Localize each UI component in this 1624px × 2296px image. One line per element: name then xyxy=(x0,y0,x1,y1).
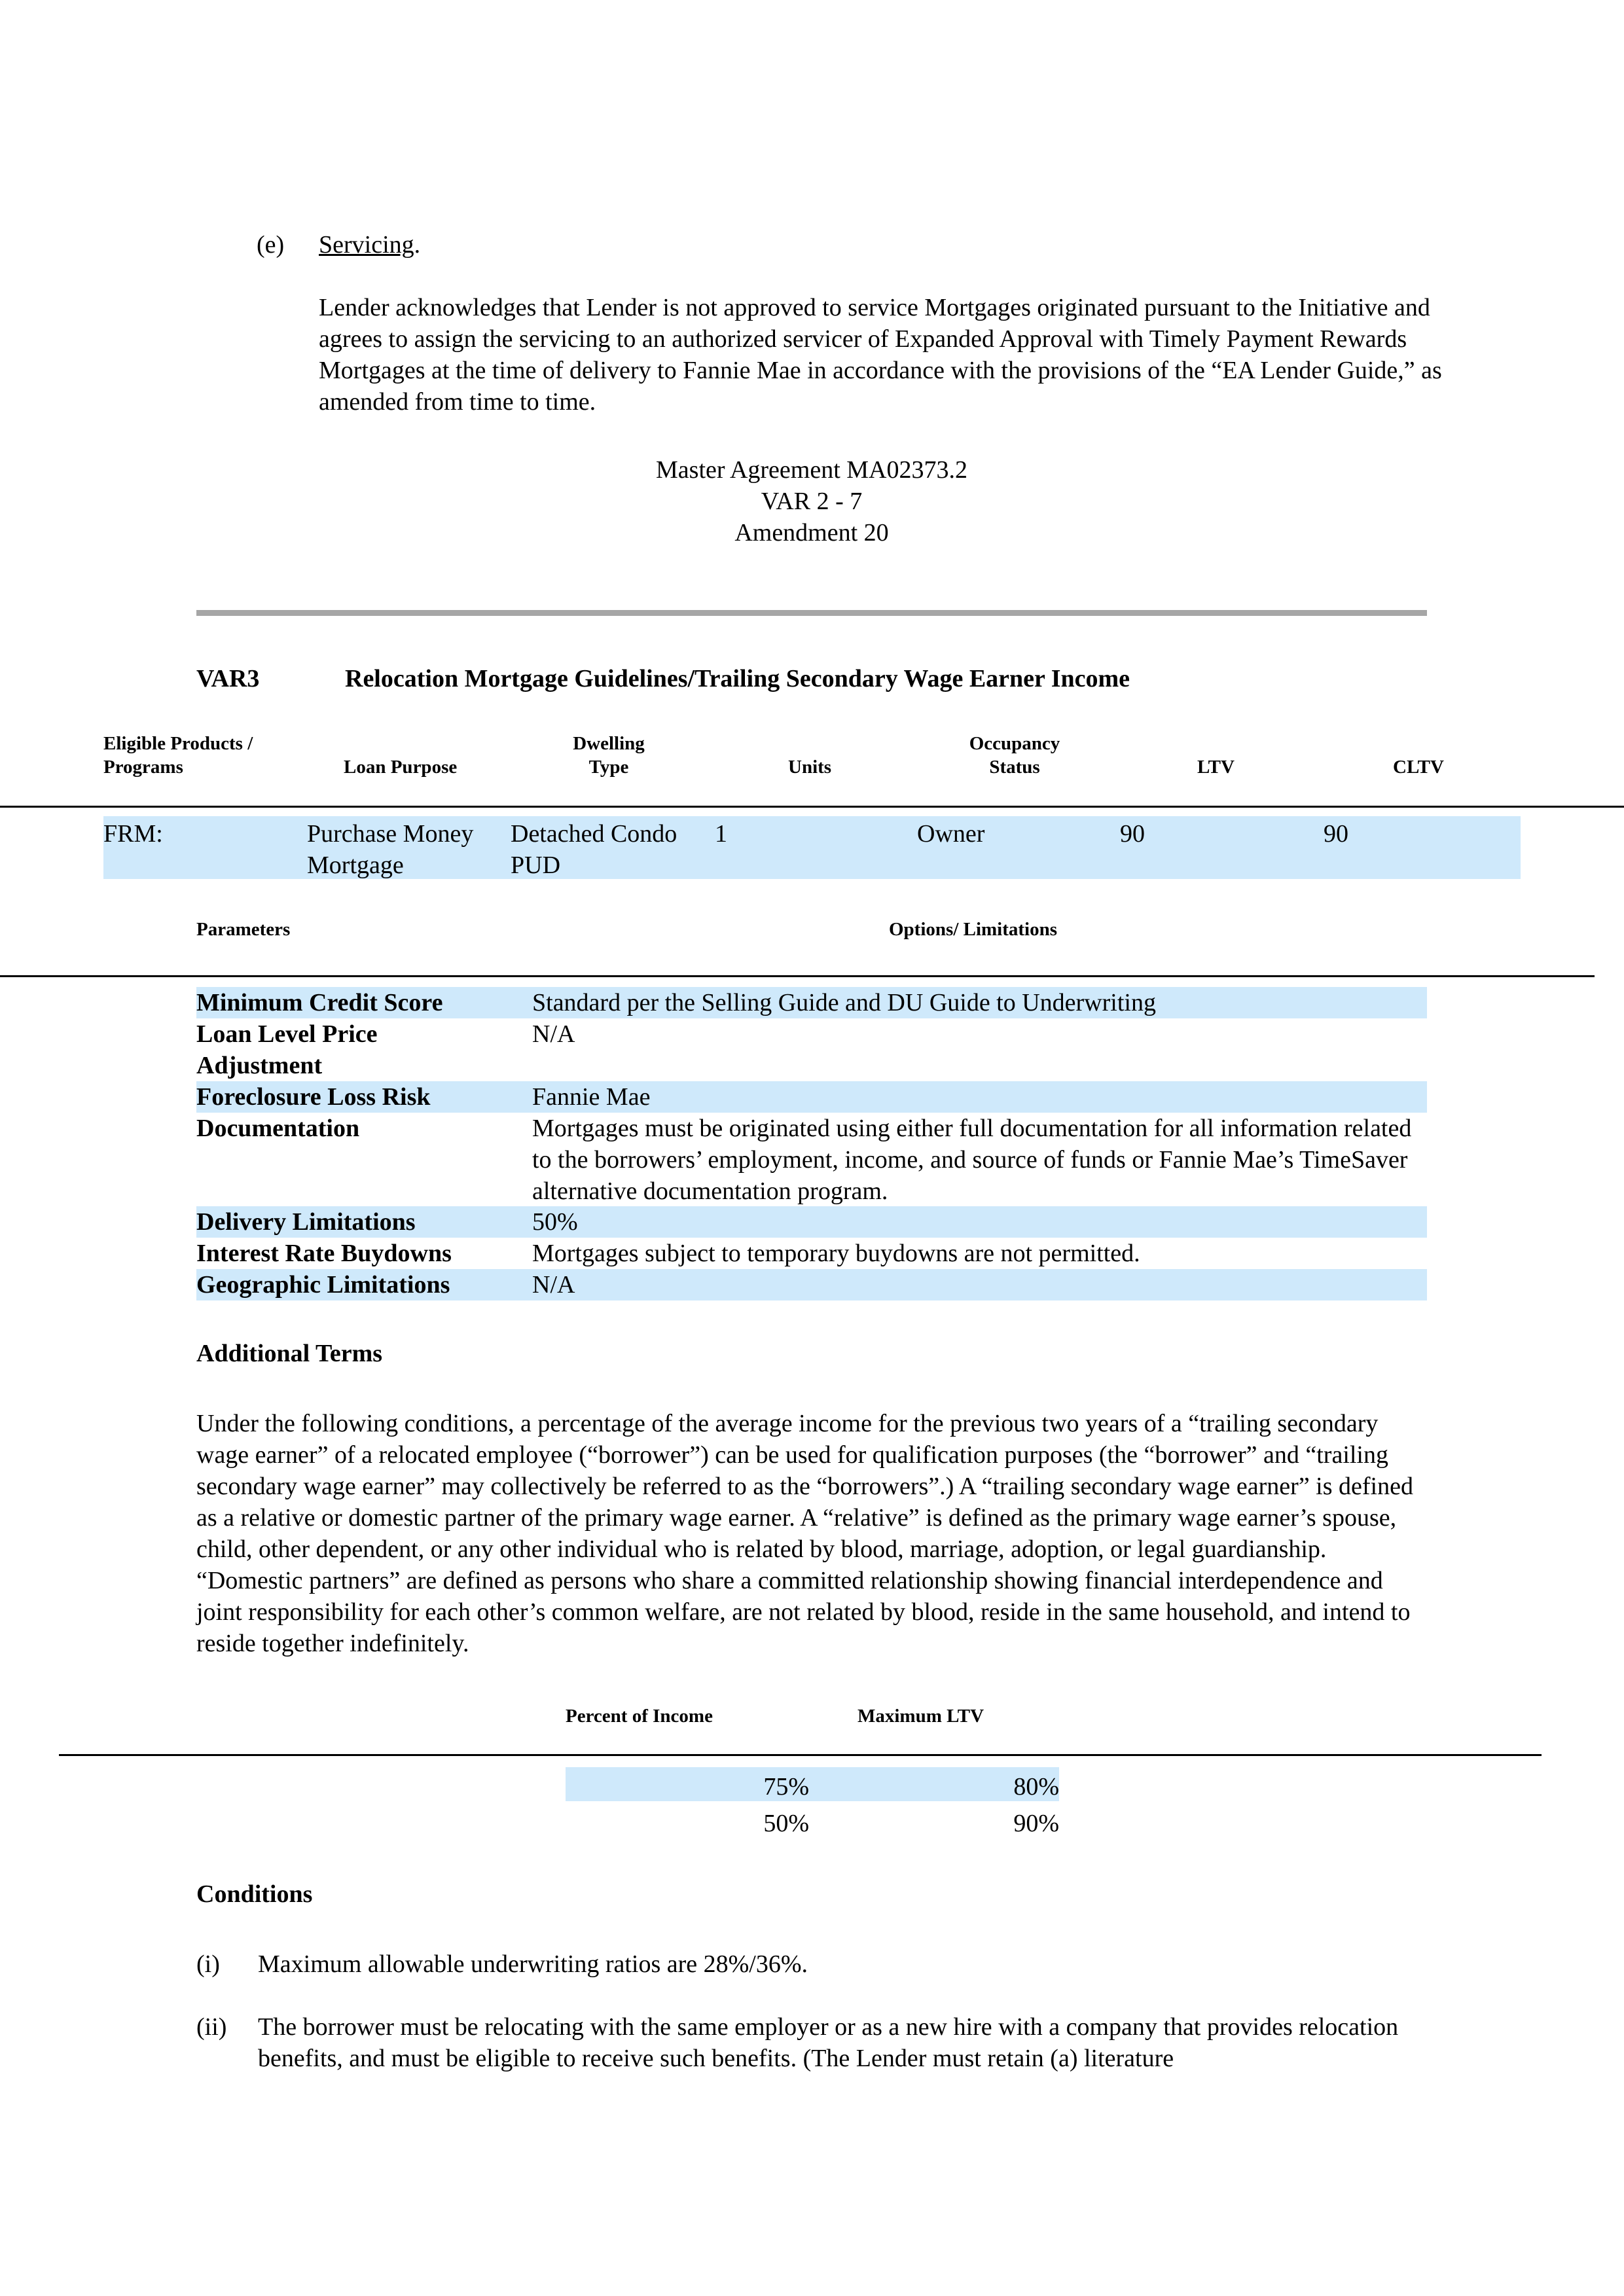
param-value: 50% xyxy=(532,1208,578,1236)
param-label: Geographic Limitations xyxy=(196,1271,450,1299)
param-label: Delivery Limitations xyxy=(196,1208,416,1236)
header-ltv: LTV xyxy=(1197,757,1235,778)
ltv-cell: 90 xyxy=(1120,820,1145,848)
header-products xyxy=(103,732,253,779)
footer-agreement: Master Agreement MA02373.2 xyxy=(656,456,967,484)
occupancy-cell: Owner xyxy=(917,820,985,848)
condition-text: The borrower must be relocating with the same employer or as a new hire with a company that provides relocation benefits, and must be eligible to receive such benefits. (The Lender must retain (a) literature xyxy=(258,2013,1399,2072)
param-value: Standard per the Selling Guide and DU Guide to Underwriting xyxy=(532,989,1156,1016)
income-table-rule xyxy=(59,1754,1542,1756)
param-label: Documentation xyxy=(196,1115,360,1142)
additional-terms-paragraph: Under the following conditions, a percentage of the average income for the previous two years of a “trailing secondary wage earner” of a relocated employee (“borrower”) can be used for qualification purposes (the “borrower” and “trailing secondary wage earner” may collectively be referred to as the “borrowers”.) A “trailing secondary wage earner” is defined as a relative or domestic partner of the primary wage earner. A “relative” is defined as the primary wage earner’s spouse, child, other dependent, or any other individual who is related by blood, marriage, adoption, or legal guardianship. “Domestic partners” are defined as persons who share a committed relationship showing financial interdependence and joint responsibility for each other’s common welfare, are not related by blood, reside in the same household, and intend to reside together indefinitely. xyxy=(196,1410,1413,1657)
param-value: N/A xyxy=(532,1271,575,1299)
section-title-period: . xyxy=(414,231,421,259)
footer-amendment: Amendment 20 xyxy=(734,519,889,547)
condition-marker: (i) xyxy=(196,1950,220,1978)
param-value: Mortgages subject to temporary buydowns are not permitted. xyxy=(532,1240,1140,1267)
footer-var: VAR 2 - 7 xyxy=(761,488,863,515)
param-value: N/A xyxy=(532,1020,575,1048)
income-row-highlight xyxy=(566,1767,1059,1801)
income-ltv-cell: 80% xyxy=(1013,1773,1059,1801)
loan-purpose-line1: Purchase Money xyxy=(307,820,474,848)
section-title xyxy=(319,229,420,260)
var3-code: VAR3 xyxy=(196,665,260,692)
conditions-heading: Conditions xyxy=(196,1880,313,1908)
header-dwelling xyxy=(543,732,674,779)
dwelling-line1: Detached Condo xyxy=(511,820,677,848)
header-options: Options/ Limitations xyxy=(889,919,1058,940)
dwelling-line2: PUD xyxy=(511,852,561,879)
param-label: Foreclosure Loss Risk xyxy=(196,1083,431,1111)
header-loan-purpose: Loan Purpose xyxy=(344,757,458,778)
header-dwelling-line2: Type xyxy=(588,757,629,778)
units-cell: 1 xyxy=(715,820,727,848)
additional-terms-heading: Additional Terms xyxy=(196,1340,383,1367)
income-percent-cell: 50% xyxy=(763,1810,809,1837)
dwelling-cell xyxy=(511,818,677,881)
header-products-line1: Eligible Products / xyxy=(103,733,253,754)
header-products-line2: Programs xyxy=(103,757,183,778)
param-value: Mortgages must be originated using either full documentation for all information related to the borrowers’ employment, income, and source of funds or Fannie Mae’s TimeSaver alternative documentation program. xyxy=(532,1115,1412,1205)
cltv-cell: 90 xyxy=(1324,820,1348,848)
condition-text: Maximum allowable underwriting ratios are 28%/36%. xyxy=(258,1950,808,1978)
header-parameters: Parameters xyxy=(196,919,291,940)
section-marker: (e) xyxy=(257,231,285,259)
var3-title: Relocation Mortgage Guidelines/Trailing Secondary Wage Earner Income xyxy=(345,665,1130,692)
condition-marker: (ii) xyxy=(196,2013,227,2041)
header-occupancy-line1: Occupancy xyxy=(969,733,1060,754)
product-cell: FRM: xyxy=(103,820,163,848)
header-occupancy xyxy=(949,732,1080,779)
income-percent-cell: 75% xyxy=(763,1773,809,1801)
header-units: Units xyxy=(788,757,832,778)
income-ltv-cell: 90% xyxy=(1013,1810,1059,1837)
params-table-rule xyxy=(0,975,1595,977)
header-occupancy-line2: Status xyxy=(989,757,1040,778)
param-label: Loan Level Price Adjustment xyxy=(196,1020,378,1079)
section-divider xyxy=(196,610,1427,616)
section-title-text: Servicing xyxy=(319,231,414,259)
header-maximum-ltv: Maximum LTV xyxy=(857,1706,984,1727)
loan-purpose-cell xyxy=(307,818,473,881)
param-label: Interest Rate Buydowns xyxy=(196,1240,452,1267)
servicing-paragraph: Lender acknowledges that Lender is not approved to service Mortgages originated pursuant to the Initiative and agrees to assign the servicing to an authorized servicer of Expanded Approval with Timely Payment Rewards Mortgages at the time of delivery to Fannie Mae in accordance with the provisions of the “EA Lender Guide,” as amended from time to time. xyxy=(319,294,1442,416)
header-percent-income: Percent of Income xyxy=(566,1706,713,1727)
product-table-rule xyxy=(0,806,1624,808)
param-value: Fannie Mae xyxy=(532,1083,651,1111)
header-dwelling-line1: Dwelling xyxy=(573,733,645,754)
footer-block xyxy=(484,454,1139,548)
header-cltv: CLTV xyxy=(1393,757,1444,778)
loan-purpose-line2: Mortgage xyxy=(307,852,404,879)
param-label: Minimum Credit Score xyxy=(196,989,443,1016)
